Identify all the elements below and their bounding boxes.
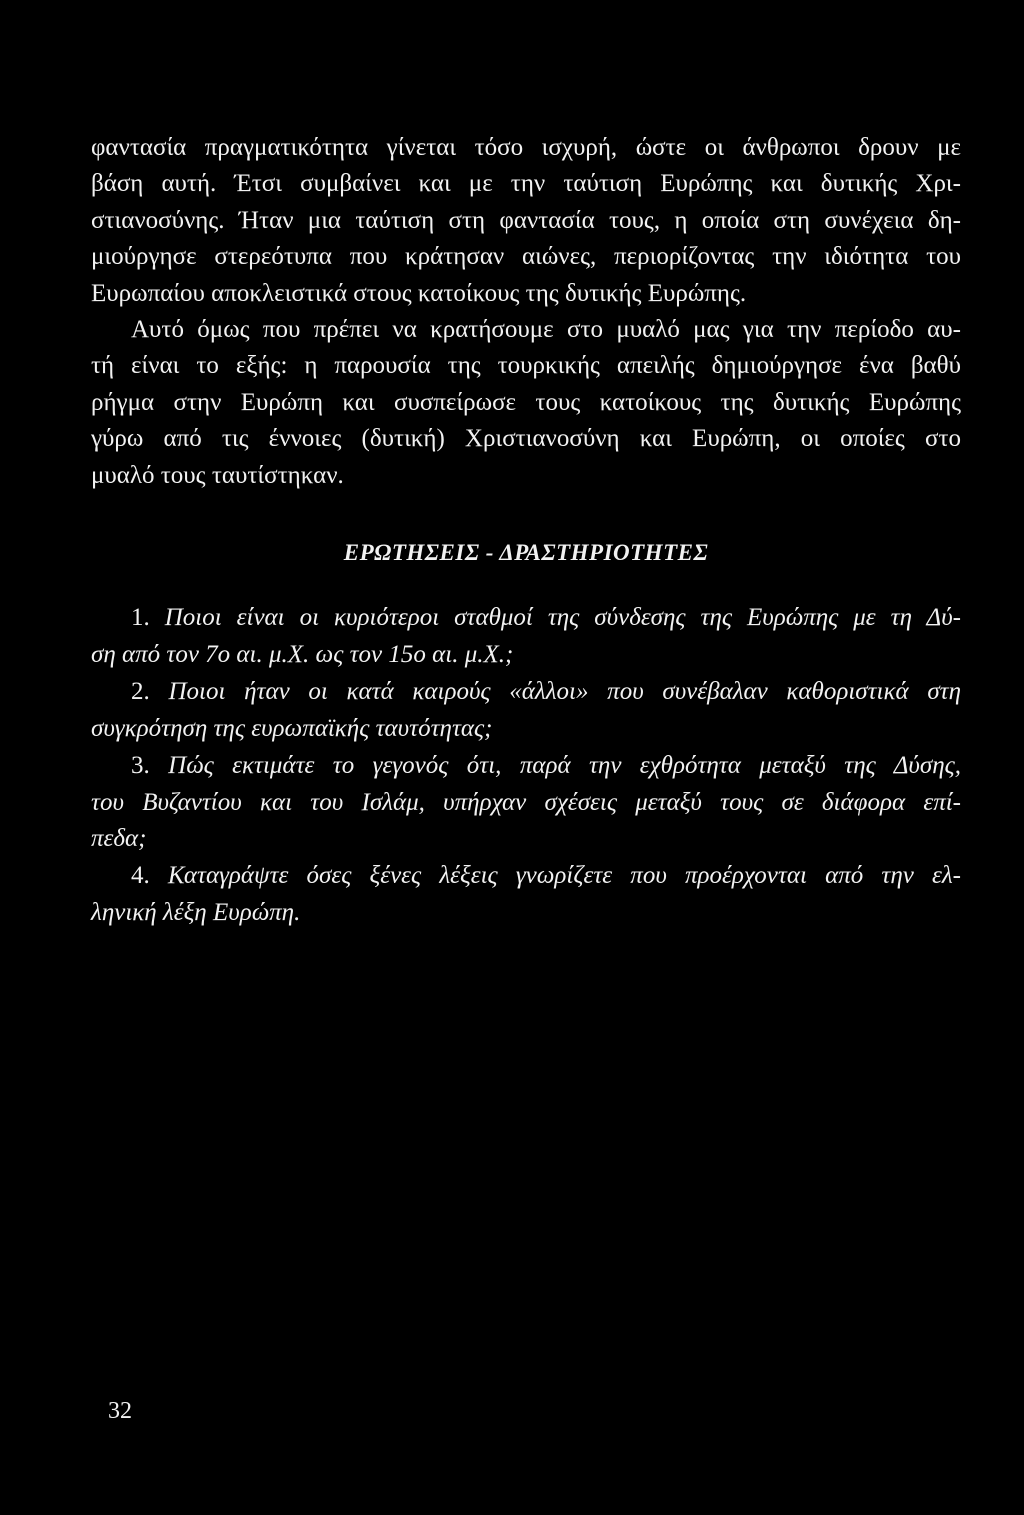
body-line: τή είναι το εξής: η παρουσία της τουρκικής απειλής δημιούργησε ένα βαθύ bbox=[91, 352, 961, 380]
question-number: 1. bbox=[131, 604, 150, 631]
body-line: Αυτό όμως που πρέπει να κρατήσουμε στο μυαλό μας για την περίοδο αυ- bbox=[131, 316, 961, 344]
question-line: ληνική λέξη Ευρώπη. bbox=[91, 899, 301, 927]
question-item bbox=[91, 600, 961, 674]
body-line: φαντασία πραγματικότητα γίνεται τόσο ισχυρή, ώστε οι άνθρωποι δρουν με bbox=[91, 134, 961, 161]
question-line: συγκρότηση της ευρωπαϊκής ταυτότητας; bbox=[91, 714, 493, 742]
body-line: Ευρωπαίου αποκλειστικά στους κατοίκους της δυτικής Ευρώπης. bbox=[91, 279, 747, 307]
body-line: μιούργησε στερεότυπα που κράτησαν αιώνες, περιορίζοντας την ιδιότητα του bbox=[91, 243, 961, 271]
page-content bbox=[91, 130, 962, 927]
question-number: 2. bbox=[131, 677, 150, 705]
questions-list bbox=[91, 600, 961, 932]
question-item bbox=[91, 674, 961, 748]
question-number: 3. bbox=[131, 751, 150, 779]
question-number: 4. bbox=[131, 862, 150, 890]
question-text: Ποιοι ήταν οι κατά καιρούς «άλλοι» που συνέβαλαν καθοριστικά στη bbox=[168, 677, 962, 705]
body-line: στιανοσύνης. Ήταν μια ταύτιση στη φαντασία τους, η οποία στη συνέχεια δη- bbox=[91, 206, 961, 234]
body-text bbox=[91, 130, 961, 494]
question-line bbox=[91, 674, 961, 711]
question-line bbox=[91, 600, 961, 637]
question-line: πεδα; bbox=[91, 825, 147, 853]
question-line: ση από τον 7ο αι. μ.Χ. ως τον 15ο αι. μ.Χ.; bbox=[91, 640, 514, 668]
question-text: Πώς εκτιμάτε το γεγονός ότι, παρά την εχθρότητα μεταξύ της Δύσης, bbox=[168, 751, 961, 779]
body-line: μυαλό τους ταυτίστηκαν. bbox=[91, 461, 344, 489]
page-number: 32 bbox=[108, 1398, 132, 1424]
question-text: Καταγράψτε όσες ξένες λέξεις γνωρίζετε που προέρχονται από την ελ- bbox=[167, 862, 961, 890]
question-line: του Βυζαντίου και του Ισλάμ, υπήρχαν σχέσεις μεταξύ τους σε διάφορα επί- bbox=[91, 788, 961, 816]
question-item bbox=[91, 748, 961, 859]
question-text: Ποιοι είναι οι κυριότεροι σταθμοί της σύνδεσης της Ευρώπης με τη Δύ- bbox=[164, 604, 961, 631]
section-heading: ΕΡΩΤΗΣΕΙΣ - ΔΡΑΣΤΗΡΙΟΤΗΤΕΣ bbox=[343, 540, 709, 565]
question-line bbox=[91, 858, 961, 895]
body-line: γύρω από τις έννοιες (δυτική) Χριστιανοσύνη και Ευρώπη, οι οποίες στο bbox=[91, 425, 961, 453]
body-line: ρήγμα στην Ευρώπη και συσπείρωσε τους κατοίκους της δυτικής Ευρώπης bbox=[91, 388, 961, 416]
question-item bbox=[91, 858, 961, 932]
question-line bbox=[91, 748, 961, 785]
body-line: βάση αυτή. Έτσι συμβαίνει και με την ταύτιση Ευρώπης και δυτικής Χρι- bbox=[91, 170, 961, 198]
